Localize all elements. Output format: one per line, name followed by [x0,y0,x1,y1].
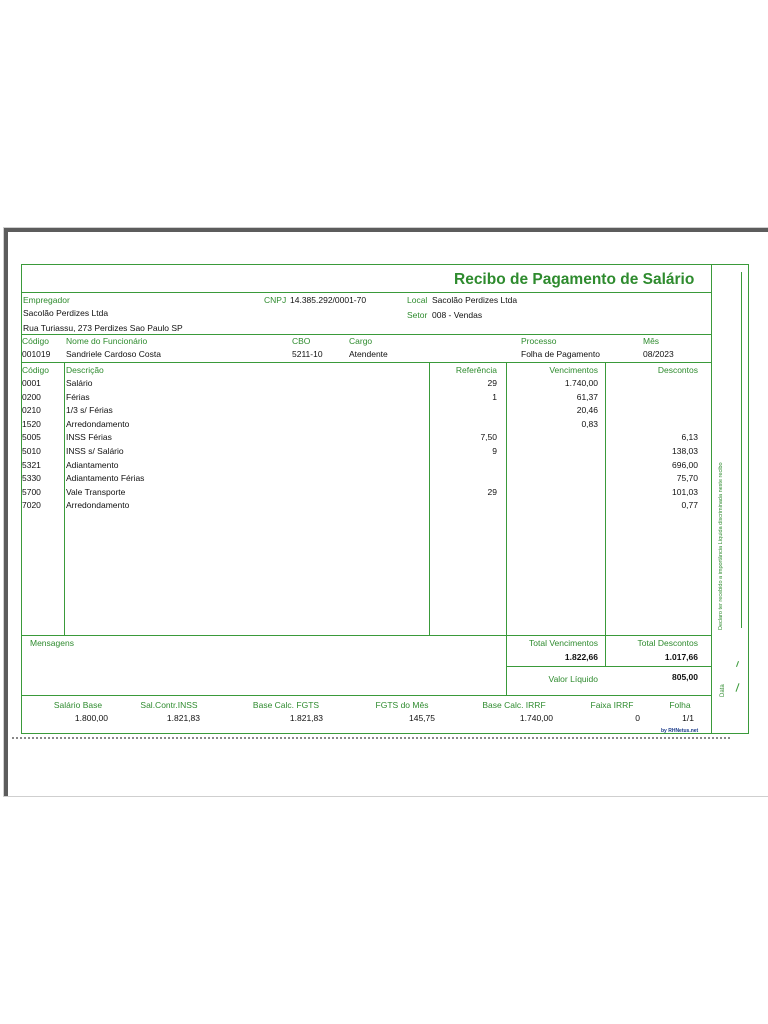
employer-name: Sacolão Perdizes Ltda [23,308,109,318]
cell-descontos: 696,00 [672,459,698,470]
footer-value: 1.821,83 [289,713,323,723]
cell-codigo: 0001 [22,378,41,388]
valor-liquido-value: 805,00 [672,672,698,682]
cell-descricao: 1/3 s/ Férias [66,405,113,416]
cell-codigo: 5005 [22,432,41,443]
footer-value: 1.740,00 [519,713,553,723]
cell-codigo: 0210 [22,405,41,416]
cell-codigo: 0200 [22,391,41,402]
signature-line [741,272,742,628]
employer-label: Empregador [23,295,70,305]
data-label: Data [720,684,726,697]
frame-bottom [21,733,749,734]
col-line [429,362,430,635]
setor-label: Setor [407,310,428,320]
cell-descricao: Adiantamento [66,459,119,470]
processo-label: Processo [521,336,557,346]
cut-line [12,737,730,739]
col-header-referencia: Referência [455,365,497,375]
cell-descontos: 75,70 [676,473,698,484]
cell-descricao: INSS Férias [66,432,112,443]
total-vencimentos-value: 1.822,66 [564,652,598,662]
col-header-vencimentos: Vencimentos [549,365,598,375]
cell-descontos: 0,77 [681,500,698,511]
cell-referencia: 29 [487,378,497,388]
cell-vencimentos: 1.740,00 [564,378,598,388]
frame-top [21,264,749,265]
cell-codigo: 5330 [22,473,41,484]
col-line [605,362,606,667]
col-header-codigo: Código [22,365,49,375]
footer-value: 0 [635,713,640,723]
cargo-value: Atendente [349,349,388,359]
cell-codigo: 7020 [22,500,41,511]
divider [506,666,711,667]
cell-descontos: 138,03 [672,446,698,456]
local-label: Local [407,295,428,305]
credit-text: by RHNetus.net [661,728,699,734]
declaration-text: Declaro ter recebido a importância Líquida discriminada neste recibo [718,462,724,630]
cell-descricao: Vale Transporte [66,486,126,497]
footer-label: Base Calc. FGTS [252,700,320,710]
nome-label: Nome do Funcionário [66,336,148,346]
document-page [4,228,768,796]
divider [21,334,711,335]
mes-label: Mês [643,336,660,346]
cell-referencia: 1 [492,391,497,402]
total-descontos-value: 1.017,66 [664,652,698,662]
footer-value: 1.800,00 [74,713,108,723]
cell-referencia: 29 [487,486,497,497]
cell-descricao: Férias [66,391,90,402]
nome-value: Sandriele Cardoso Costa [66,349,161,359]
stub-divider [711,264,712,734]
cell-descricao: Salário [66,378,93,388]
divider [21,695,711,696]
footer-label: Base Calc. IRRF [482,700,546,710]
footer-label: FGTS do Mês [375,700,429,710]
valor-liquido-label: Valor Líquido [548,674,598,684]
employer-address: Rua Turiassu, 273 Perdizes Sao Paulo SP [23,323,183,333]
codigo-label: Código [22,336,49,346]
footer-value: 145,75 [409,713,435,723]
divider [21,635,711,636]
cell-referencia: 9 [492,446,497,456]
cell-descontos: 6,13 [681,432,698,443]
col-header-descontos: Descontos [657,365,698,375]
cell-codigo: 5010 [22,446,41,456]
col-line [64,362,65,635]
col-header-descricao: Descrição [66,365,104,375]
total-descontos-label: Total Descontos [637,638,698,648]
mensagens-label: Mensagens [30,638,74,648]
cell-codigo: 1520 [22,418,41,429]
cell-codigo: 5321 [22,459,41,470]
footer-value: 1.821,83 [166,713,200,723]
cargo-label: Cargo [349,336,373,346]
cell-descricao: Arredondamento [66,418,130,429]
cell-referencia: 7,50 [480,432,497,443]
divider [21,362,711,363]
mes-value: 08/2023 [643,349,674,359]
local-value: Sacolão Perdizes Ltda [432,295,518,305]
frame-right [748,264,749,734]
cbo-label: CBO [292,336,311,346]
footer-value: 1/1 [682,713,694,723]
cell-vencimentos: 20,46 [576,405,598,416]
footer-label: Folha [669,700,691,710]
cell-codigo: 5700 [22,486,41,497]
cnpj-label: CNPJ [264,295,287,305]
cell-descontos: 101,03 [672,486,698,497]
processo-value: Folha de Pagamento [521,349,600,359]
page-title: Recibo de Pagamento de Salário [454,271,695,288]
footer-label: Salário Base [53,700,103,710]
cbo-value: 5211-10 [292,349,323,359]
codigo-value: 001019 [22,349,51,359]
cell-descricao: INSS s/ Salário [66,446,124,456]
total-vencimentos-label: Total Vencimentos [529,638,598,648]
cnpj-value: 14.385.292/0001-70 [290,295,367,305]
cell-vencimentos: 0,83 [581,418,598,429]
footer-label: Sal.Contr.INSS [140,700,198,710]
footer-label: Faixa IRRF [590,700,634,710]
cell-vencimentos: 61,37 [576,391,598,402]
divider [21,292,711,293]
cell-descricao: Adiantamento Férias [66,473,145,484]
setor-value: 008 - Vendas [432,310,483,320]
cell-descricao: Arredondamento [66,500,130,511]
